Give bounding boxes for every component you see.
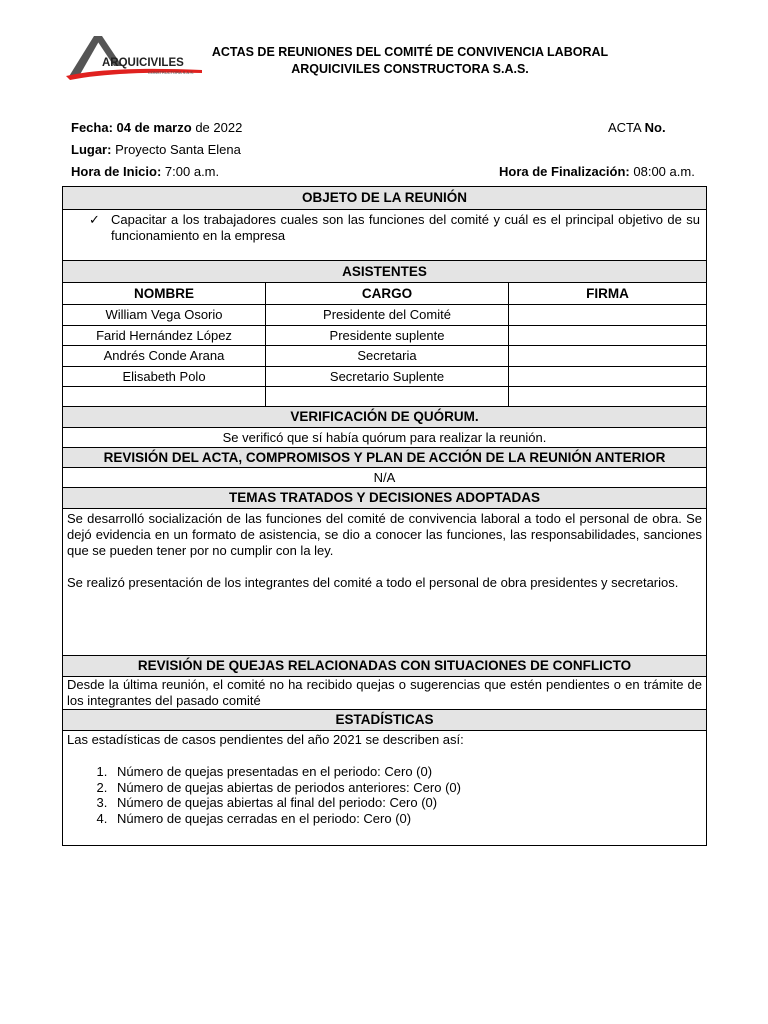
temas-paragraph: Se realizó presentación de los integrantes del comité a todo el personal de obra presidentes y secretarios. xyxy=(67,575,679,590)
list-item: 2. Número de quejas abiertas de periodos anteriores: Cero (0) xyxy=(111,780,702,796)
asistente-cargo: Secretaria xyxy=(266,346,509,367)
asistente-row-empty xyxy=(63,387,707,407)
list-item: 4. Número de quejas cerradas en el periodo: Cero (0) xyxy=(111,811,702,827)
firma-column-header: FIRMA xyxy=(509,283,707,305)
estadisticas-list xyxy=(67,764,702,826)
asistente-cargo: Presidente del Comité xyxy=(266,305,509,326)
acta-label: ACTA xyxy=(608,120,641,135)
fecha-line xyxy=(71,120,242,135)
asistente-nombre: Elisabeth Polo xyxy=(63,367,266,387)
lugar-line xyxy=(71,142,241,157)
objeto-heading: OBJETO DE LA REUNIÓN xyxy=(63,187,707,210)
cargo-column-header: CARGO xyxy=(266,283,509,305)
asistente-firma xyxy=(509,305,707,326)
asistente-row xyxy=(63,305,707,326)
fecha-year: de 2022 xyxy=(195,120,243,135)
revision-heading: REVISIÓN DEL ACTA, COMPROMISOS Y PLAN DE ACCIÓN DE LA REUNIÓN ANTERIOR xyxy=(63,448,707,468)
asistente-cargo: Presidente suplente xyxy=(266,326,509,346)
list-item: 3. Número de quejas abiertas al final del periodo: Cero (0) xyxy=(111,795,702,811)
acta-table xyxy=(62,186,707,846)
asistentes-heading: ASISTENTES xyxy=(63,261,707,283)
revision-text: N/A xyxy=(63,468,707,488)
fecha-label: Fecha: xyxy=(71,120,113,135)
objeto-text: Capacitar a los trabajadores cuales son las funciones del comité y cuál es el principal objetivo de su funcionamiento en la empresa xyxy=(111,212,701,243)
inicio-line xyxy=(71,164,219,179)
temas-cell xyxy=(63,509,707,656)
acta-number: No. xyxy=(644,120,666,135)
asistente-firma xyxy=(509,346,707,367)
lugar-label: Lugar: xyxy=(71,142,112,157)
inicio-label: Hora de Inicio: xyxy=(71,164,162,179)
acta-line xyxy=(608,120,666,135)
company-title: ARQUICIVILES CONSTRUCTORA S.A.S. xyxy=(291,62,529,76)
asistente-firma xyxy=(509,367,707,387)
estadisticas-heading: ESTADÍSTICAS xyxy=(63,710,707,731)
quorum-text: Se verificó que sí había quórum para realizar la reunión. xyxy=(63,428,707,448)
asistente-cargo: Secretario Suplente xyxy=(266,367,509,387)
temas-heading: TEMAS TRATADOS Y DECISIONES ADOPTADAS xyxy=(63,488,707,509)
lugar-value: Proyecto Santa Elena xyxy=(115,142,241,157)
document-title: ACTAS DE REUNIONES DEL COMITÉ DE CONVIVENCIA LABORAL xyxy=(211,45,609,59)
quorum-heading: VERIFICACIÓN DE QUÓRUM. xyxy=(63,407,707,428)
asistente-nombre: Farid Hernández López xyxy=(63,326,266,346)
quejas-heading: REVISIÓN DE QUEJAS RELACIONADAS CON SITUACIONES DE CONFLICTO xyxy=(63,656,707,677)
asistente-nombre: Andrés Conde Arana xyxy=(63,346,266,367)
fin-line xyxy=(499,164,695,179)
logo-text: ARQUICIVILES xyxy=(102,57,184,69)
list-item: 1. Número de quejas presentadas en el periodo: Cero (0) xyxy=(111,764,702,780)
fecha-day: 04 de marzo xyxy=(116,120,192,135)
asistente-nombre: William Vega Osorio xyxy=(63,305,266,326)
nombre-column-header: NOMBRE xyxy=(63,283,266,305)
asistente-row xyxy=(63,326,707,346)
logo-subtext: CONSTRUCTORA S.A.S. xyxy=(148,70,194,75)
quejas-text: Desde la última reunión, el comité no ha recibido quejas o sugerencias que estén pendientes o en trámite de los integrantes del pasado comité xyxy=(63,677,707,710)
asistente-firma xyxy=(509,387,707,407)
asistente-nombre xyxy=(63,387,266,407)
asistente-row xyxy=(63,346,707,367)
asistente-cargo xyxy=(266,387,509,407)
fin-label: Hora de Finalización: xyxy=(499,164,630,179)
asistente-firma xyxy=(509,326,707,346)
fin-value: 08:00 a.m. xyxy=(633,164,695,179)
inicio-value: 7:00 a.m. xyxy=(164,164,220,179)
estadisticas-intro: Las estadísticas de casos pendientes del año 2021 se describen así: xyxy=(67,732,464,747)
estadisticas-cell xyxy=(63,731,707,846)
company-logo xyxy=(62,32,204,90)
asistente-row xyxy=(63,367,707,387)
checkmark-icon: ✓ xyxy=(89,212,100,227)
temas-paragraph: Se desarrolló socialización de las funciones del comité de convivencia laboral a todo el personal de obra. Se dejó evidencia en un formato de asistencia, se dio a conocer las funciones, las responsabilidades, sanciones que se pueden tener por no cumplir con la ley. xyxy=(67,511,703,558)
objeto-cell xyxy=(63,210,707,261)
